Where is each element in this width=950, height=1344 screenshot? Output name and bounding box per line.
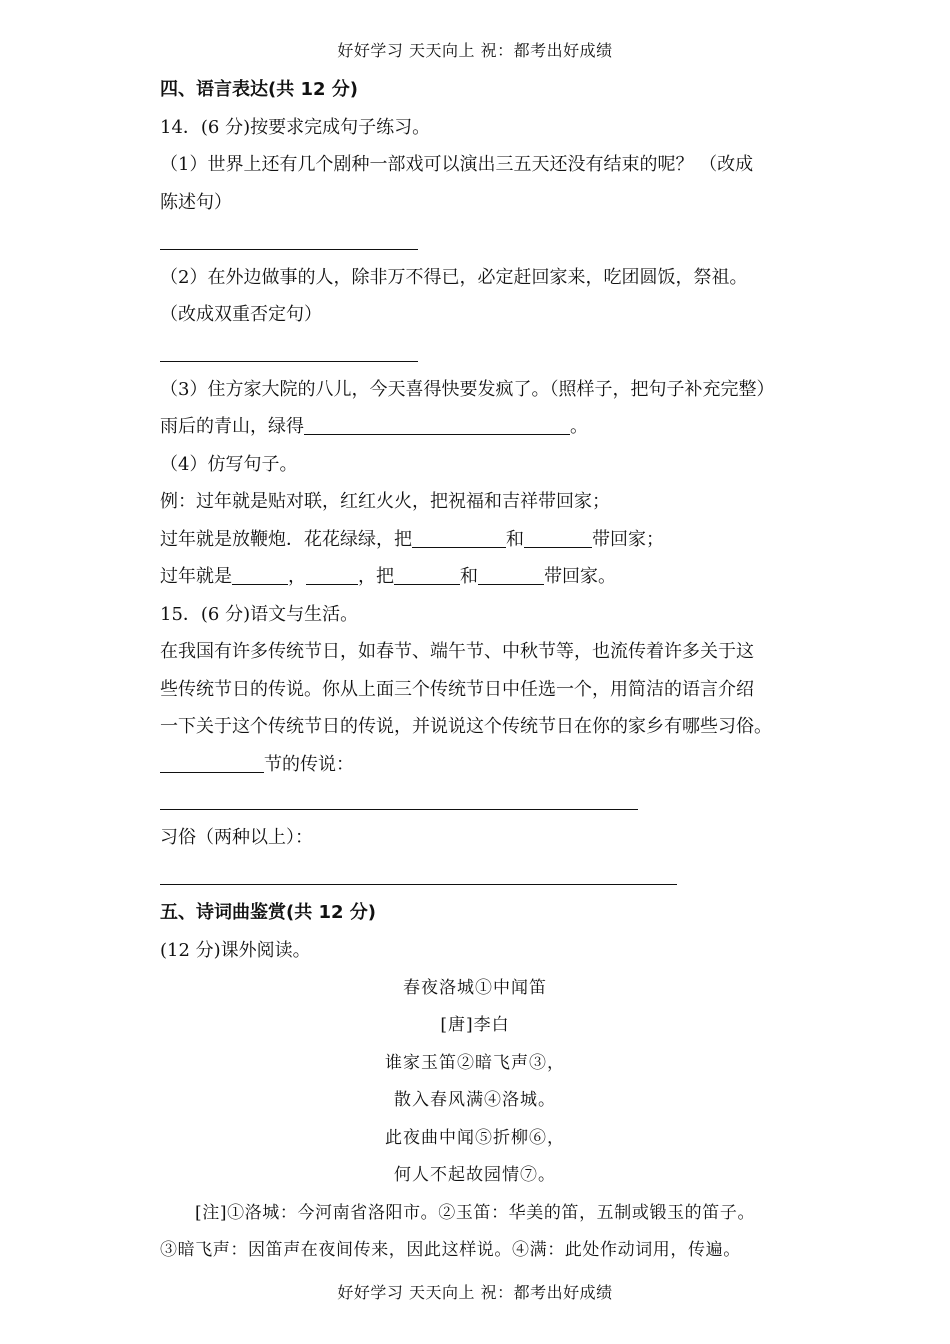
q14-s3-suffix: 。 [570, 416, 588, 437]
q14-s4-line2 [160, 528, 664, 552]
section-5-title: 五、诗词曲鉴赏(共 12 分) [160, 902, 377, 923]
q14-s4-line3-e: 带回家。 [544, 566, 616, 587]
annotation-line-1: [注]①洛城：今河南省洛阳市。②玉笛：华美的笛，五制或锻玉的笛子。 [195, 1203, 756, 1223]
section-5-stem: (12 分)课外阅读。 [160, 940, 311, 961]
q14-s3-blank[interactable] [304, 416, 570, 435]
poem-line-2: 散入春风满④洛城。 [394, 1090, 556, 1110]
q15-paragraph-line-1: 在我国有许多传统节日，如春节、端午节、中秋节等，也流传着许多关于这 [160, 641, 754, 662]
q14-s2-line2: （改成双重否定句） [160, 304, 322, 325]
q14-s1-line2: 陈述句） [160, 192, 232, 213]
q14-s4-line3-c: ，把 [358, 566, 394, 587]
page-header: 好好学习 天天向上 祝：都考出好成绩 [337, 41, 613, 60]
q15-festival-blank[interactable] [160, 754, 264, 773]
q14-stem: 14．(6 分)按要求完成句子练习。 [160, 117, 431, 138]
q14-s1-answer-line[interactable] [160, 249, 418, 250]
q14-s4-example: 例：过年就是贴对联，红红火火，把祝福和吉祥带回家； [160, 491, 610, 512]
q15-legend-label: 节的传说： [264, 754, 354, 775]
q14-s4-line2-a: 过年就是放鞭炮．花花绿绿，把 [160, 529, 412, 550]
q14-s4-line3-b: ， [288, 566, 306, 587]
poem-author: [唐]李白 [440, 1015, 510, 1035]
q15-stem: 15．(6 分)语文与生活。 [160, 604, 359, 625]
q15-legend-answer-line[interactable] [160, 809, 638, 810]
poem-line-1: 谁家玉笛②暗飞声③， [385, 1053, 565, 1073]
q14-s4-line2-b: 和 [506, 529, 524, 550]
q14-s2-line1: （2）在外边做事的人，除非万不得已，必定赶回家来，吃团圆饭，祭祖。 [160, 267, 748, 288]
q14-s2-answer-line[interactable] [160, 361, 418, 362]
poem-title: 春夜洛城①中闻笛 [403, 978, 547, 998]
q14-s4-line3-a: 过年就是 [160, 566, 232, 587]
q14-s4-blank-1[interactable] [412, 529, 506, 548]
q15-legend-line [160, 753, 354, 777]
page-footer: 好好学习 天天向上 祝：都考出好成绩 [337, 1283, 613, 1302]
q14-s3-fill-line [160, 415, 588, 439]
poem-line-3: 此夜曲中闻⑤折柳⑥， [385, 1128, 565, 1148]
q14-s4-blank-2[interactable] [524, 529, 592, 548]
q15-paragraph-line-3: 一下关于这个传统节日的传说，并说说这个传统节日在你的家乡有哪些习俗。 [160, 716, 772, 737]
q14-s1-line1: （1）世界上还有几个剧种一部戏可以演出三五天还没有结束的呢？ （改成 [160, 154, 754, 175]
q14-s4-line3-d: 和 [460, 566, 478, 587]
q14-s4-blank-5[interactable] [394, 566, 460, 585]
q14-s4-blank-6[interactable] [478, 566, 544, 585]
q15-paragraph-line-2: 些传统节日的传说。你从上面三个传统节日中任选一个，用简洁的语言介绍 [160, 679, 754, 700]
q14-s3-prefix: 雨后的青山，绿得 [160, 416, 304, 437]
q15-customs-answer-line[interactable] [160, 884, 677, 885]
q14-s4-blank-4[interactable] [306, 566, 358, 585]
q14-s4-line2-c: 带回家； [592, 529, 664, 550]
q14-s4-line3 [160, 565, 616, 589]
q14-s4-title: （4）仿写句子。 [160, 454, 298, 475]
q14-s4-blank-3[interactable] [232, 566, 288, 585]
poem-line-4: 何人不起故园情⑦。 [394, 1165, 556, 1185]
section-4-title: 四、语言表达(共 12 分) [160, 79, 359, 100]
q14-s3-line1: （3）住方家大院的八儿，今天喜得快要发疯了。（照样子，把句子补充完整） [160, 379, 775, 400]
annotation-line-2: ③暗飞声：因笛声在夜间传来，因此这样说。④满：此处作动词用，传遍。 [160, 1240, 741, 1260]
q15-customs-label: 习俗（两种以上）： [160, 827, 313, 848]
